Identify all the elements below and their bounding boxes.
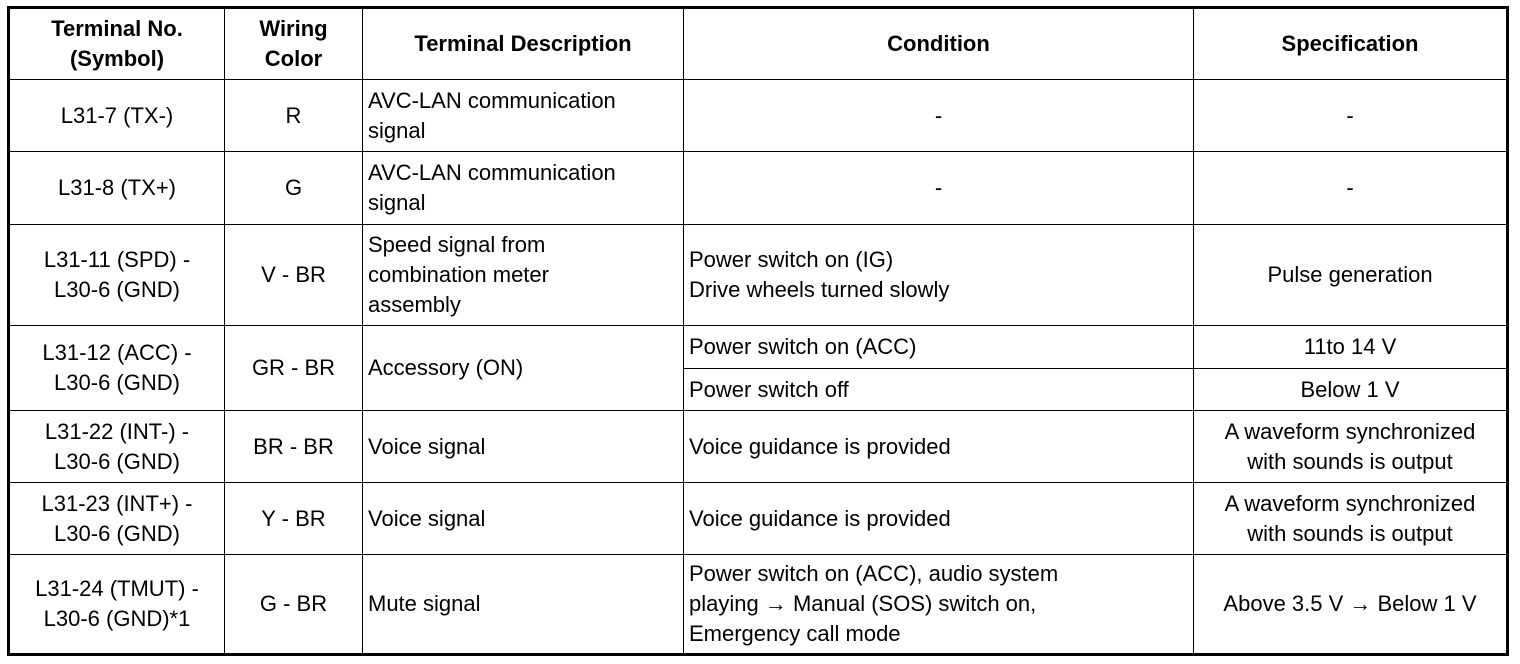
specification-cell: Pulse generation <box>1194 225 1508 326</box>
table-row <box>9 152 1508 225</box>
condition-cell: Voice guidance is provided <box>684 411 1194 483</box>
condition-cell: Voice guidance is provided <box>684 483 1194 555</box>
wiring-color-cell: GR - BR <box>225 326 363 411</box>
terminal-cell: L31-8 (TX+) <box>9 152 225 225</box>
table-row <box>9 80 1508 152</box>
condition-cell: - <box>684 152 1194 225</box>
wiring-color-cell: BR - BR <box>225 411 363 483</box>
header-row <box>9 8 1508 80</box>
description-cell: Accessory (ON) <box>363 326 684 411</box>
specification-cell: - <box>1194 152 1508 225</box>
terminal-cell: L31-7 (TX-) <box>9 80 225 152</box>
header-wiring-color: Wiring Color <box>225 8 363 80</box>
terminal-cell: L31-22 (INT-) - L30-6 (GND) <box>9 411 225 483</box>
header-terminal-description: Terminal Description <box>363 8 684 80</box>
wiring-color-cell: R <box>225 80 363 152</box>
wiring-color-cell: V - BR <box>225 225 363 326</box>
description-cell: Voice signal <box>363 411 684 483</box>
condition-cell: Power switch on (IG) Drive wheels turned slowly <box>684 225 1194 326</box>
wiring-color-cell: G <box>225 152 363 225</box>
header-condition: Condition <box>684 8 1194 80</box>
wiring-color-cell: G - BR <box>225 555 363 655</box>
terminal-cell: L31-24 (TMUT) - L30-6 (GND)*1 <box>9 555 225 655</box>
terminal-cell: L31-23 (INT+) - L30-6 (GND) <box>9 483 225 555</box>
table-row <box>9 411 1508 483</box>
specification-cell: A waveform synchronized with sounds is output <box>1194 483 1508 555</box>
specification-cell: Below 1 V <box>1194 369 1508 411</box>
specification-cell: A waveform synchronized with sounds is output <box>1194 411 1508 483</box>
description-cell: Mute signal <box>363 555 684 655</box>
header-specification: Specification <box>1194 8 1508 80</box>
wiring-color-cell: Y - BR <box>225 483 363 555</box>
condition-cell: Power switch on (ACC) <box>684 326 1194 369</box>
description-cell: AVC-LAN communication signal <box>363 80 684 152</box>
table-row <box>9 555 1508 655</box>
description-cell: AVC-LAN communication signal <box>363 152 684 225</box>
table-row <box>9 225 1508 326</box>
specification-cell: - <box>1194 80 1508 152</box>
table-row <box>9 326 1508 369</box>
condition-cell: Power switch off <box>684 369 1194 411</box>
terminal-cell: L31-12 (ACC) - L30-6 (GND) <box>9 326 225 411</box>
description-cell: Speed signal from combination meter assembly <box>363 225 684 326</box>
terminal-cell: L31-11 (SPD) - L30-6 (GND) <box>9 225 225 326</box>
terminal-spec-table <box>7 6 1509 656</box>
table-row <box>9 483 1508 555</box>
condition-cell: - <box>684 80 1194 152</box>
description-cell: Voice signal <box>363 483 684 555</box>
header-terminal-no: Terminal No. (Symbol) <box>9 8 225 80</box>
specification-cell: 11to 14 V <box>1194 326 1508 369</box>
specification-cell: Above 3.5 V → Below 1 V <box>1194 555 1508 655</box>
terminal-spec-sheet <box>7 6 1506 656</box>
condition-cell: Power switch on (ACC), audio system playing → Manual (SOS) switch on, Emergency call mode <box>684 555 1194 655</box>
